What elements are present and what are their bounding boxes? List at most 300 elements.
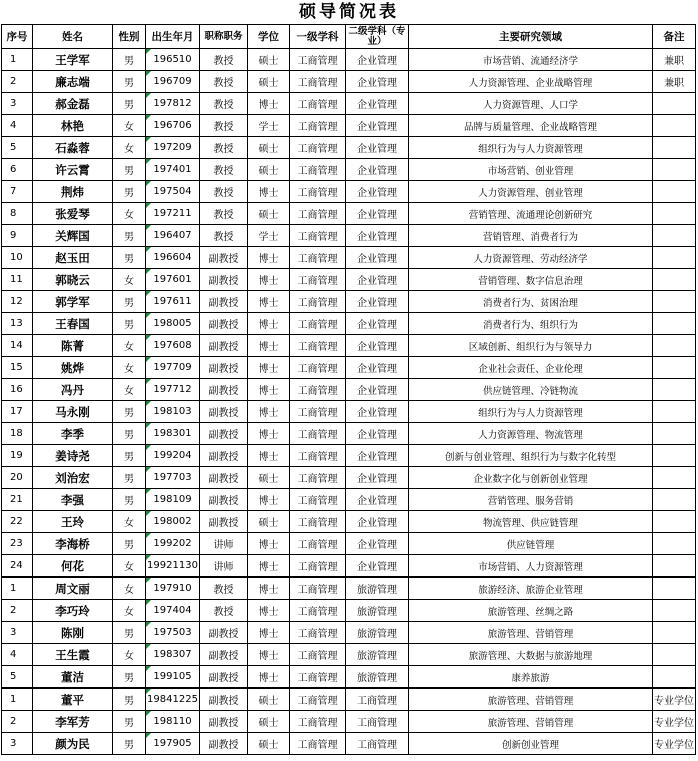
cell-area: 消费者行为、组织行为 [409, 313, 653, 335]
cell-gender: 男 [113, 711, 146, 733]
cell-note [653, 445, 696, 467]
cell-note [653, 115, 696, 137]
cell-name: 林艳 [33, 115, 113, 137]
table-row [2, 181, 696, 203]
cell-rank: 讲师 [200, 533, 248, 555]
cell-name: 李季 [33, 423, 113, 445]
cell-rank: 教授 [200, 159, 248, 181]
cell-discipline2: 企业管理 [346, 555, 409, 578]
cell-area: 企业社会责任、企业伦理 [409, 357, 653, 379]
table-row [2, 467, 696, 489]
table-row [2, 511, 696, 533]
cell-gender: 男 [113, 666, 146, 689]
cell-rank: 副教授 [200, 247, 248, 269]
table-row [2, 666, 696, 689]
cell-area: 市场营销、创业管理 [409, 159, 653, 181]
cell-birth: 197608 [146, 335, 200, 357]
cell-note: 专业学位 [653, 733, 696, 755]
cell-degree: 博士 [248, 577, 290, 600]
cell-discipline1: 工商管理 [290, 511, 346, 533]
cell-seq: 2 [2, 600, 33, 622]
cell-name: 马永刚 [33, 401, 113, 423]
cell-discipline1: 工商管理 [290, 357, 346, 379]
cell-name: 周文丽 [33, 577, 113, 600]
cell-name: 廉志端 [33, 71, 113, 93]
cell-note [653, 511, 696, 533]
cell-degree: 博士 [248, 445, 290, 467]
cell-area: 旅游管理、营销管理 [409, 622, 653, 644]
table-row [2, 269, 696, 291]
cell-name: 张爱琴 [33, 203, 113, 225]
cell-note [653, 533, 696, 555]
cell-rank: 副教授 [200, 511, 248, 533]
cell-discipline2: 企业管理 [346, 291, 409, 313]
cell-rank: 教授 [200, 203, 248, 225]
cell-name: 李海桥 [33, 533, 113, 555]
cell-rank: 副教授 [200, 622, 248, 644]
cell-gender: 男 [113, 622, 146, 644]
cell-area: 人力资源管理、劳动经济学 [409, 247, 653, 269]
cell-name: 董洁 [33, 666, 113, 689]
cell-rank: 教授 [200, 600, 248, 622]
cell-discipline1: 工商管理 [290, 467, 346, 489]
cell-gender: 男 [113, 71, 146, 93]
page-title: 硕导简况表 [299, 2, 399, 22]
cell-area: 组织行为与人力资源管理 [409, 401, 653, 423]
cell-rank: 教授 [200, 225, 248, 247]
cell-discipline2: 企业管理 [346, 467, 409, 489]
cell-note: 专业学位 [653, 688, 696, 711]
cell-discipline2: 企业管理 [346, 379, 409, 401]
cell-rank: 教授 [200, 49, 248, 71]
cell-name: 赵玉田 [33, 247, 113, 269]
cell-seq: 3 [2, 93, 33, 115]
cell-area: 旅游管理、营销管理 [409, 688, 653, 711]
cell-area: 创新创业管理 [409, 733, 653, 755]
cell-name: 李强 [33, 489, 113, 511]
cell-area: 消费者行为、贫困治理 [409, 291, 653, 313]
cell-note [653, 203, 696, 225]
cell-name: 董平 [33, 688, 113, 711]
cell-discipline2: 工商管理 [346, 733, 409, 755]
cell-birth: 197401 [146, 159, 200, 181]
cell-birth: 197712 [146, 379, 200, 401]
cell-degree: 硕士 [248, 511, 290, 533]
cell-birth: 19921130 [146, 555, 200, 578]
cell-rank: 副教授 [200, 313, 248, 335]
cell-discipline1: 工商管理 [290, 577, 346, 600]
cell-note [653, 291, 696, 313]
cell-rank: 副教授 [200, 401, 248, 423]
cell-gender: 男 [113, 313, 146, 335]
cell-birth: 197209 [146, 137, 200, 159]
cell-name: 王学军 [33, 49, 113, 71]
cell-seq: 13 [2, 313, 33, 335]
cell-degree: 博士 [248, 666, 290, 689]
cell-gender: 男 [113, 401, 146, 423]
header-note: 备注 [653, 25, 696, 49]
cell-name: 王生霞 [33, 644, 113, 666]
cell-degree: 博士 [248, 335, 290, 357]
cell-seq: 1 [2, 577, 33, 600]
cell-discipline2: 企业管理 [346, 335, 409, 357]
cell-gender: 男 [113, 291, 146, 313]
cell-discipline2: 企业管理 [346, 203, 409, 225]
cell-gender: 男 [113, 733, 146, 755]
cell-seq: 20 [2, 467, 33, 489]
cell-degree: 博士 [248, 401, 290, 423]
table-row [2, 401, 696, 423]
cell-area: 市场营销、人力资源管理 [409, 555, 653, 578]
cell-seq: 3 [2, 733, 33, 755]
cell-rank: 教授 [200, 71, 248, 93]
cell-birth: 199202 [146, 533, 200, 555]
cell-discipline1: 工商管理 [290, 666, 346, 689]
cell-seq: 22 [2, 511, 33, 533]
cell-rank: 副教授 [200, 467, 248, 489]
header-rank: 职称职务 [200, 25, 248, 49]
table-row [2, 225, 696, 247]
cell-discipline2: 旅游管理 [346, 666, 409, 689]
cell-gender: 女 [113, 357, 146, 379]
cell-birth: 199204 [146, 445, 200, 467]
cell-rank: 副教授 [200, 445, 248, 467]
header-row [2, 25, 696, 49]
cell-birth: 197503 [146, 622, 200, 644]
cell-gender: 男 [113, 247, 146, 269]
cell-birth: 196709 [146, 71, 200, 93]
table-row [2, 711, 696, 733]
cell-discipline2: 企业管理 [346, 225, 409, 247]
header-discipline1: 一级学科 [290, 25, 346, 49]
cell-name: 姜诗尧 [33, 445, 113, 467]
header-discipline2: 二级学科（专业） [346, 25, 409, 49]
cell-rank: 教授 [200, 115, 248, 137]
cell-seq: 18 [2, 423, 33, 445]
table-row [2, 733, 696, 755]
cell-degree: 硕士 [248, 688, 290, 711]
cell-seq: 1 [2, 688, 33, 711]
cell-degree: 硕士 [248, 71, 290, 93]
cell-discipline2: 企业管理 [346, 445, 409, 467]
cell-birth: 197504 [146, 181, 200, 203]
table-row [2, 71, 696, 93]
table-body [2, 49, 696, 755]
cell-discipline2: 企业管理 [346, 357, 409, 379]
cell-birth: 198002 [146, 511, 200, 533]
cell-degree: 博士 [248, 247, 290, 269]
cell-discipline1: 工商管理 [290, 335, 346, 357]
cell-gender: 女 [113, 511, 146, 533]
cell-discipline1: 工商管理 [290, 93, 346, 115]
cell-discipline2: 企业管理 [346, 533, 409, 555]
cell-gender: 女 [113, 555, 146, 578]
cell-birth: 197611 [146, 291, 200, 313]
cell-discipline2: 企业管理 [346, 423, 409, 445]
cell-discipline1: 工商管理 [290, 401, 346, 423]
cell-discipline1: 工商管理 [290, 225, 346, 247]
cell-degree: 博士 [248, 489, 290, 511]
cell-rank: 副教授 [200, 379, 248, 401]
cell-discipline1: 工商管理 [290, 181, 346, 203]
cell-seq: 10 [2, 247, 33, 269]
cell-seq: 9 [2, 225, 33, 247]
cell-note [653, 313, 696, 335]
cell-name: 陈刚 [33, 622, 113, 644]
cell-note [653, 379, 696, 401]
table-row [2, 445, 696, 467]
table-row [2, 600, 696, 622]
table-row [2, 93, 696, 115]
cell-discipline1: 工商管理 [290, 622, 346, 644]
cell-degree: 博士 [248, 423, 290, 445]
cell-gender: 男 [113, 489, 146, 511]
cell-birth: 197709 [146, 357, 200, 379]
cell-name: 冯丹 [33, 379, 113, 401]
cell-name: 颜为民 [33, 733, 113, 755]
cell-area: 物流管理、供应链管理 [409, 511, 653, 533]
table-row [2, 622, 696, 644]
table-row [2, 688, 696, 711]
cell-discipline2: 企业管理 [346, 313, 409, 335]
cell-note [653, 335, 696, 357]
cell-birth: 197601 [146, 269, 200, 291]
cell-note [653, 577, 696, 600]
cell-discipline1: 工商管理 [290, 247, 346, 269]
cell-name: 许云霄 [33, 159, 113, 181]
cell-birth: 198301 [146, 423, 200, 445]
cell-area: 供应链管理 [409, 533, 653, 555]
cell-note [653, 423, 696, 445]
cell-discipline2: 企业管理 [346, 137, 409, 159]
cell-note [653, 93, 696, 115]
cell-discipline1: 工商管理 [290, 203, 346, 225]
cell-name: 李军芳 [33, 711, 113, 733]
cell-area: 创新与创业管理、组织行为与数字化转型 [409, 445, 653, 467]
cell-discipline2: 企业管理 [346, 93, 409, 115]
header-area: 主要研究领域 [409, 25, 653, 49]
cell-seq: 5 [2, 137, 33, 159]
cell-area: 供应链管理、冷链物流 [409, 379, 653, 401]
cell-note [653, 600, 696, 622]
cell-birth: 197910 [146, 577, 200, 600]
cell-rank: 教授 [200, 137, 248, 159]
cell-gender: 男 [113, 467, 146, 489]
cell-birth: 197211 [146, 203, 200, 225]
cell-name: 王春国 [33, 313, 113, 335]
cell-birth: 198103 [146, 401, 200, 423]
cell-birth: 197905 [146, 733, 200, 755]
cell-discipline1: 工商管理 [290, 733, 346, 755]
cell-discipline2: 企业管理 [346, 71, 409, 93]
cell-discipline2: 企业管理 [346, 181, 409, 203]
header-seq: 序号 [2, 25, 33, 49]
cell-gender: 女 [113, 577, 146, 600]
cell-discipline1: 工商管理 [290, 269, 346, 291]
cell-note [653, 666, 696, 689]
cell-note [653, 489, 696, 511]
cell-seq: 7 [2, 181, 33, 203]
cell-gender: 男 [113, 533, 146, 555]
cell-gender: 男 [113, 688, 146, 711]
cell-rank: 副教授 [200, 711, 248, 733]
header-degree: 学位 [248, 25, 290, 49]
cell-rank: 副教授 [200, 688, 248, 711]
cell-gender: 女 [113, 335, 146, 357]
cell-note [653, 247, 696, 269]
cell-discipline1: 工商管理 [290, 379, 346, 401]
cell-birth: 197404 [146, 600, 200, 622]
cell-area: 营销管理、流通理论创新研究 [409, 203, 653, 225]
cell-discipline2: 企业管理 [346, 511, 409, 533]
table-row [2, 313, 696, 335]
cell-name: 李巧玲 [33, 600, 113, 622]
table-row [2, 137, 696, 159]
cell-discipline2: 企业管理 [346, 159, 409, 181]
cell-degree: 硕士 [248, 711, 290, 733]
cell-degree: 博士 [248, 555, 290, 578]
cell-area: 营销管理、数字信息治理 [409, 269, 653, 291]
cell-degree: 学士 [248, 225, 290, 247]
cell-area: 区域创新、组织行为与领导力 [409, 335, 653, 357]
cell-rank: 副教授 [200, 644, 248, 666]
table-row [2, 555, 696, 578]
cell-rank: 教授 [200, 93, 248, 115]
cell-name: 何花 [33, 555, 113, 578]
cell-degree: 硕士 [248, 733, 290, 755]
cell-degree: 博士 [248, 269, 290, 291]
cell-name: 关辉国 [33, 225, 113, 247]
cell-seq: 8 [2, 203, 33, 225]
cell-discipline2: 企业管理 [346, 49, 409, 71]
cell-degree: 硕士 [248, 49, 290, 71]
cell-seq: 2 [2, 711, 33, 733]
cell-note: 兼职 [653, 71, 696, 93]
cell-note: 专业学位 [653, 711, 696, 733]
cell-gender: 男 [113, 181, 146, 203]
cell-birth: 198307 [146, 644, 200, 666]
cell-seq: 23 [2, 533, 33, 555]
cell-gender: 女 [113, 115, 146, 137]
cell-rank: 教授 [200, 577, 248, 600]
cell-birth: 198110 [146, 711, 200, 733]
cell-note [653, 467, 696, 489]
cell-gender: 女 [113, 269, 146, 291]
cell-discipline1: 工商管理 [290, 711, 346, 733]
cell-degree: 硕士 [248, 137, 290, 159]
table-row [2, 489, 696, 511]
cell-note: 兼职 [653, 49, 696, 71]
header-birth: 出生年月 [146, 25, 200, 49]
cell-birth: 196407 [146, 225, 200, 247]
table-row [2, 644, 696, 666]
cell-name: 王玲 [33, 511, 113, 533]
cell-name: 石淼蓉 [33, 137, 113, 159]
table-row [2, 357, 696, 379]
cell-discipline2: 企业管理 [346, 401, 409, 423]
cell-birth: 197812 [146, 93, 200, 115]
cell-rank: 副教授 [200, 666, 248, 689]
cell-discipline1: 工商管理 [290, 137, 346, 159]
cell-seq: 17 [2, 401, 33, 423]
cell-name: 郭晓云 [33, 269, 113, 291]
cell-discipline1: 工商管理 [290, 555, 346, 578]
cell-name: 郭学军 [33, 291, 113, 313]
cell-degree: 博士 [248, 622, 290, 644]
cell-gender: 男 [113, 49, 146, 71]
cell-discipline1: 工商管理 [290, 49, 346, 71]
cell-area: 营销管理、服务营销 [409, 489, 653, 511]
cell-birth: 199105 [146, 666, 200, 689]
cell-rank: 副教授 [200, 357, 248, 379]
cell-name: 陈菁 [33, 335, 113, 357]
cell-gender: 女 [113, 137, 146, 159]
cell-seq: 19 [2, 445, 33, 467]
cell-degree: 硕士 [248, 159, 290, 181]
cell-seq: 1 [2, 49, 33, 71]
cell-discipline1: 工商管理 [290, 159, 346, 181]
cell-degree: 博士 [248, 533, 290, 555]
cell-note [653, 644, 696, 666]
cell-area: 人力资源管理、创业管理 [409, 181, 653, 203]
cell-note [653, 225, 696, 247]
cell-discipline2: 工商管理 [346, 711, 409, 733]
table-row [2, 423, 696, 445]
cell-discipline2: 企业管理 [346, 247, 409, 269]
cell-birth: 198005 [146, 313, 200, 335]
cell-gender: 男 [113, 445, 146, 467]
cell-degree: 博士 [248, 379, 290, 401]
cell-seq: 11 [2, 269, 33, 291]
table-row [2, 533, 696, 555]
cell-seq: 21 [2, 489, 33, 511]
cell-discipline2: 旅游管理 [346, 644, 409, 666]
cell-birth: 196510 [146, 49, 200, 71]
cell-seq: 4 [2, 115, 33, 137]
cell-discipline1: 工商管理 [290, 291, 346, 313]
cell-discipline1: 工商管理 [290, 71, 346, 93]
cell-seq: 14 [2, 335, 33, 357]
table-row [2, 577, 696, 600]
cell-note [653, 401, 696, 423]
cell-degree: 博士 [248, 93, 290, 115]
cell-gender: 男 [113, 423, 146, 445]
cell-note [653, 159, 696, 181]
cell-area: 康养旅游 [409, 666, 653, 689]
cell-birth: 196604 [146, 247, 200, 269]
cell-discipline1: 工商管理 [290, 688, 346, 711]
cell-discipline1: 工商管理 [290, 313, 346, 335]
cell-name: 郝金磊 [33, 93, 113, 115]
cell-note [653, 555, 696, 578]
cell-birth: 196706 [146, 115, 200, 137]
cell-degree: 博士 [248, 600, 290, 622]
cell-discipline2: 旅游管理 [346, 622, 409, 644]
cell-area: 组织行为与人力资源管理 [409, 137, 653, 159]
cell-birth: 198109 [146, 489, 200, 511]
cell-area: 企业数字化与创新创业管理 [409, 467, 653, 489]
cell-note [653, 181, 696, 203]
table-row [2, 291, 696, 313]
cell-name: 荆炜 [33, 181, 113, 203]
cell-seq: 4 [2, 644, 33, 666]
cell-degree: 博士 [248, 181, 290, 203]
table-row [2, 247, 696, 269]
cell-seq: 5 [2, 666, 33, 689]
cell-area: 营销管理、消费者行为 [409, 225, 653, 247]
cell-rank: 讲师 [200, 555, 248, 578]
cell-birth: 197703 [146, 467, 200, 489]
